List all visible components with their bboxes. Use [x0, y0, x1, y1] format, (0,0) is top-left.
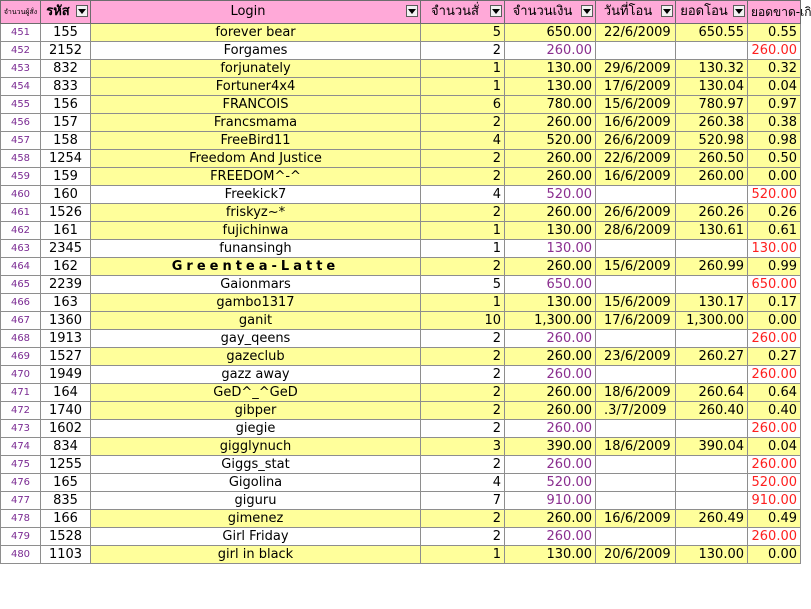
row-number-cell[interactable]: 457	[1, 132, 41, 150]
balance-cell[interactable]: 0.00	[748, 546, 801, 564]
qty-cell[interactable]: 2	[421, 42, 505, 60]
qty-cell[interactable]: 1	[421, 222, 505, 240]
paid-cell[interactable]: 130.17	[676, 294, 748, 312]
qty-cell[interactable]: 1	[421, 546, 505, 564]
paid-cell[interactable]: 520.98	[676, 132, 748, 150]
code-cell[interactable]: 834	[41, 438, 91, 456]
login-cell[interactable]: giegie	[91, 420, 421, 438]
date-cell[interactable]: 18/6/2009	[596, 384, 676, 402]
code-cell[interactable]: 164	[41, 384, 91, 402]
filter-dropdown-code[interactable]	[76, 5, 88, 17]
balance-cell[interactable]: 0.32	[748, 60, 801, 78]
login-cell[interactable]: FreeBird11	[91, 132, 421, 150]
table-row	[1, 546, 801, 564]
amount-cell[interactable]: 130.00	[505, 546, 596, 564]
code-cell[interactable]: 1528	[41, 528, 91, 546]
amount-cell[interactable]: 260.00	[505, 150, 596, 168]
paid-cell[interactable]: 260.38	[676, 114, 748, 132]
row-number-cell[interactable]: 473	[1, 420, 41, 438]
date-cell[interactable]	[596, 330, 676, 348]
date-cell[interactable]	[596, 528, 676, 546]
amount-cell[interactable]: 260.00	[505, 258, 596, 276]
login-cell[interactable]: fujichinwa	[91, 222, 421, 240]
code-cell[interactable]: 2239	[41, 276, 91, 294]
date-cell[interactable]	[596, 366, 676, 384]
row-number-cell[interactable]: 454	[1, 78, 41, 96]
balance-cell[interactable]: 0.04	[748, 438, 801, 456]
date-cell[interactable]	[596, 276, 676, 294]
table-row	[1, 438, 801, 456]
amount-cell[interactable]: 130.00	[505, 240, 596, 258]
amount-cell[interactable]: 260.00	[505, 114, 596, 132]
qty-cell[interactable]: 2	[421, 384, 505, 402]
code-cell[interactable]: 1254	[41, 150, 91, 168]
qty-cell[interactable]: 1	[421, 78, 505, 96]
amount-cell[interactable]: 260.00	[505, 528, 596, 546]
code-cell[interactable]: 155	[41, 24, 91, 42]
date-cell[interactable]: 22/6/2009	[596, 24, 676, 42]
qty-cell[interactable]: 5	[421, 276, 505, 294]
chevron-down-icon	[492, 9, 500, 14]
login-cell[interactable]: gay_qeens	[91, 330, 421, 348]
header-login	[91, 1, 421, 24]
header-row	[1, 1, 801, 24]
amount-cell[interactable]: 260.00	[505, 420, 596, 438]
qty-cell[interactable]: 1	[421, 240, 505, 258]
date-cell[interactable]	[596, 456, 676, 474]
row-number-cell[interactable]: 476	[1, 474, 41, 492]
table-row	[1, 276, 801, 294]
amount-cell[interactable]: 130.00	[505, 78, 596, 96]
table-row	[1, 384, 801, 402]
code-cell[interactable]: 1602	[41, 420, 91, 438]
login-cell[interactable]: friskyz~*	[91, 204, 421, 222]
balance-cell[interactable]: 520.00	[748, 186, 801, 204]
paid-cell[interactable]	[676, 456, 748, 474]
paid-cell[interactable]: 260.00	[676, 168, 748, 186]
amount-cell[interactable]: 260.00	[505, 384, 596, 402]
row-number-cell[interactable]: 461	[1, 204, 41, 222]
qty-cell[interactable]: 5	[421, 24, 505, 42]
balance-cell[interactable]: 0.27	[748, 348, 801, 366]
balance-cell[interactable]: 0.50	[748, 150, 801, 168]
code-cell[interactable]: 1913	[41, 330, 91, 348]
paid-cell[interactable]: 260.50	[676, 150, 748, 168]
header-date	[596, 1, 676, 24]
table-row	[1, 510, 801, 528]
paid-cell[interactable]: 130.04	[676, 78, 748, 96]
paid-cell[interactable]: 130.32	[676, 60, 748, 78]
code-cell[interactable]: 156	[41, 96, 91, 114]
row-number-cell[interactable]: 453	[1, 60, 41, 78]
login-cell[interactable]: girl in black	[91, 546, 421, 564]
login-cell[interactable]: giguru	[91, 492, 421, 510]
table-row	[1, 24, 801, 42]
balance-cell[interactable]: 0.00	[748, 312, 801, 330]
login-cell[interactable]: Gaionmars	[91, 276, 421, 294]
filter-dropdown-date[interactable]	[661, 5, 673, 17]
amount-cell[interactable]: 260.00	[505, 330, 596, 348]
row-number-cell[interactable]: 463	[1, 240, 41, 258]
paid-cell[interactable]: 130.00	[676, 546, 748, 564]
balance-cell[interactable]: 0.40	[748, 402, 801, 420]
paid-cell[interactable]	[676, 42, 748, 60]
login-cell[interactable]: gimenez	[91, 510, 421, 528]
date-cell[interactable]	[596, 420, 676, 438]
row-number-cell[interactable]: 471	[1, 384, 41, 402]
row-number-cell[interactable]: 474	[1, 438, 41, 456]
login-cell[interactable]: ganit	[91, 312, 421, 330]
header-qty	[421, 1, 505, 24]
qty-cell[interactable]: 7	[421, 492, 505, 510]
login-cell[interactable]: Girl Friday	[91, 528, 421, 546]
balance-cell[interactable]: 0.04	[748, 78, 801, 96]
code-cell[interactable]: 1360	[41, 312, 91, 330]
code-cell[interactable]: 1949	[41, 366, 91, 384]
paid-cell[interactable]	[676, 276, 748, 294]
balance-cell[interactable]: 0.55	[748, 24, 801, 42]
balance-cell[interactable]: 0.17	[748, 294, 801, 312]
code-cell[interactable]: 1255	[41, 456, 91, 474]
code-cell[interactable]: 833	[41, 78, 91, 96]
date-cell[interactable]: 16/6/2009	[596, 114, 676, 132]
amount-cell[interactable]: 650.00	[505, 276, 596, 294]
amount-cell[interactable]: 650.00	[505, 24, 596, 42]
row-number-cell[interactable]: 464	[1, 258, 41, 276]
login-cell[interactable]: gambo1317	[91, 294, 421, 312]
row-number-cell[interactable]: 470	[1, 366, 41, 384]
qty-cell[interactable]: 2	[421, 528, 505, 546]
date-cell[interactable]	[596, 186, 676, 204]
qty-cell[interactable]: 2	[421, 204, 505, 222]
code-cell[interactable]: 160	[41, 186, 91, 204]
header-balance	[748, 1, 811, 24]
header-paid-label: ยอดโอน	[680, 4, 728, 19]
balance-cell[interactable]: 260.00	[748, 330, 801, 348]
paid-cell[interactable]: 260.26	[676, 204, 748, 222]
paid-cell[interactable]	[676, 240, 748, 258]
row-number-cell[interactable]: 477	[1, 492, 41, 510]
row-number-cell[interactable]: 458	[1, 150, 41, 168]
qty-cell[interactable]: 2	[421, 510, 505, 528]
table-row	[1, 114, 801, 132]
paid-cell[interactable]: 260.64	[676, 384, 748, 402]
code-cell[interactable]: 166	[41, 510, 91, 528]
date-cell[interactable]: 23/6/2009	[596, 348, 676, 366]
code-cell[interactable]: 835	[41, 492, 91, 510]
balance-cell[interactable]: 520.00	[748, 474, 801, 492]
balance-cell[interactable]: 260.00	[748, 366, 801, 384]
date-cell[interactable]: 15/6/2009	[596, 258, 676, 276]
paid-cell[interactable]	[676, 492, 748, 510]
table-row	[1, 186, 801, 204]
balance-cell[interactable]: 650.00	[748, 276, 801, 294]
qty-cell[interactable]: 1	[421, 294, 505, 312]
qty-cell[interactable]: 2	[421, 366, 505, 384]
table-row	[1, 312, 801, 330]
paid-cell[interactable]	[676, 330, 748, 348]
header-balance-label: ยอดขาด-เกิ	[751, 5, 811, 19]
filter-dropdown-login[interactable]	[406, 5, 418, 17]
table-row	[1, 78, 801, 96]
amount-cell[interactable]: 520.00	[505, 474, 596, 492]
qty-cell[interactable]: 4	[421, 474, 505, 492]
paid-cell[interactable]: 260.99	[676, 258, 748, 276]
table-row	[1, 240, 801, 258]
paid-cell[interactable]: 1,300.00	[676, 312, 748, 330]
amount-cell[interactable]: 260.00	[505, 366, 596, 384]
row-number-cell[interactable]: 469	[1, 348, 41, 366]
login-cell[interactable]: funansingh	[91, 240, 421, 258]
table-row	[1, 168, 801, 186]
login-cell[interactable]: gibper	[91, 402, 421, 420]
code-cell[interactable]: 2345	[41, 240, 91, 258]
date-cell[interactable]: 16/6/2009	[596, 510, 676, 528]
qty-cell[interactable]: 2	[421, 420, 505, 438]
balance-cell[interactable]: 0.61	[748, 222, 801, 240]
paid-cell[interactable]: 260.40	[676, 402, 748, 420]
date-cell[interactable]: 18/6/2009	[596, 438, 676, 456]
table-row	[1, 330, 801, 348]
balance-cell[interactable]: 0.98	[748, 132, 801, 150]
table-row	[1, 294, 801, 312]
date-cell[interactable]: 16/6/2009	[596, 168, 676, 186]
balance-cell[interactable]: 0.49	[748, 510, 801, 528]
header-code-label: รหัส	[46, 4, 70, 19]
table-row	[1, 60, 801, 78]
row-number-cell[interactable]: 466	[1, 294, 41, 312]
login-cell[interactable]: forever bear	[91, 24, 421, 42]
login-cell[interactable]: Forgames	[91, 42, 421, 60]
date-cell[interactable]	[596, 492, 676, 510]
balance-cell[interactable]: 260.00	[748, 420, 801, 438]
header-paid	[676, 1, 748, 24]
row-number-cell[interactable]: 462	[1, 222, 41, 240]
code-cell[interactable]: 165	[41, 474, 91, 492]
login-cell[interactable]: FRANCOIS	[91, 96, 421, 114]
header-qty-label: จำนวนสั่	[431, 4, 479, 19]
code-cell[interactable]: 1526	[41, 204, 91, 222]
qty-cell[interactable]: 1	[421, 60, 505, 78]
table-row	[1, 474, 801, 492]
date-cell[interactable]: 20/6/2009	[596, 546, 676, 564]
qty-cell[interactable]: 3	[421, 438, 505, 456]
balance-cell[interactable]: 260.00	[748, 456, 801, 474]
qty-cell[interactable]: 6	[421, 96, 505, 114]
date-cell[interactable]: 17/6/2009	[596, 312, 676, 330]
paid-cell[interactable]: 390.04	[676, 438, 748, 456]
login-cell[interactable]: Greentea-Latte	[91, 258, 421, 276]
login-cell[interactable]: Giggs_stat	[91, 456, 421, 474]
row-number-cell[interactable]: 478	[1, 510, 41, 528]
paid-cell[interactable]: 650.55	[676, 24, 748, 42]
qty-cell[interactable]: 2	[421, 330, 505, 348]
qty-cell[interactable]: 2	[421, 348, 505, 366]
table-row	[1, 456, 801, 474]
paid-cell[interactable]: 260.27	[676, 348, 748, 366]
row-number-cell[interactable]: 456	[1, 114, 41, 132]
balance-cell[interactable]: 910.00	[748, 492, 801, 510]
balance-cell[interactable]: 0.00	[748, 168, 801, 186]
date-cell[interactable]: 15/6/2009	[596, 294, 676, 312]
code-cell[interactable]: 157	[41, 114, 91, 132]
table-row	[1, 366, 801, 384]
balance-cell[interactable]: 0.38	[748, 114, 801, 132]
row-number-cell[interactable]: 479	[1, 528, 41, 546]
row-number-cell[interactable]: 455	[1, 96, 41, 114]
login-cell[interactable]: Gigolina	[91, 474, 421, 492]
login-cell[interactable]: FREEDOM^-^	[91, 168, 421, 186]
amount-cell[interactable]: 260.00	[505, 204, 596, 222]
balance-cell[interactable]: 0.64	[748, 384, 801, 402]
amount-cell[interactable]: 780.00	[505, 96, 596, 114]
code-cell[interactable]: 832	[41, 60, 91, 78]
amount-cell[interactable]: 260.00	[505, 456, 596, 474]
header-row-number	[1, 1, 41, 24]
login-cell[interactable]: gazeclub	[91, 348, 421, 366]
header-login-label: Login	[230, 4, 266, 19]
code-cell[interactable]: 1527	[41, 348, 91, 366]
qty-cell[interactable]: 4	[421, 186, 505, 204]
paid-cell[interactable]: 780.97	[676, 96, 748, 114]
code-cell[interactable]: 162	[41, 258, 91, 276]
paid-cell[interactable]: 130.61	[676, 222, 748, 240]
code-cell[interactable]: 159	[41, 168, 91, 186]
row-number-cell[interactable]: 460	[1, 186, 41, 204]
amount-cell[interactable]: 390.00	[505, 438, 596, 456]
filter-dropdown-paid[interactable]	[733, 5, 745, 17]
balance-cell[interactable]: 0.97	[748, 96, 801, 114]
filter-dropdown-qty[interactable]	[490, 5, 502, 17]
header-code	[41, 1, 91, 24]
table-row	[1, 492, 801, 510]
balance-cell[interactable]: 130.00	[748, 240, 801, 258]
qty-cell[interactable]: 2	[421, 456, 505, 474]
table-row	[1, 420, 801, 438]
login-cell[interactable]: forjunately	[91, 60, 421, 78]
amount-cell[interactable]: 260.00	[505, 42, 596, 60]
balance-cell[interactable]: 260.00	[748, 528, 801, 546]
table-row	[1, 204, 801, 222]
date-cell[interactable]: .3/7/2009	[596, 402, 676, 420]
code-cell[interactable]: 2152	[41, 42, 91, 60]
row-number-cell[interactable]: 459	[1, 168, 41, 186]
table-row	[1, 222, 801, 240]
row-number-cell[interactable]: 452	[1, 42, 41, 60]
table-row	[1, 258, 801, 276]
table-row	[1, 348, 801, 366]
code-cell[interactable]: 1103	[41, 546, 91, 564]
paid-cell[interactable]: 260.49	[676, 510, 748, 528]
header-date-label: วันที่โอน	[603, 4, 653, 19]
amount-cell[interactable]: 910.00	[505, 492, 596, 510]
balance-cell[interactable]: 0.26	[748, 204, 801, 222]
amount-cell[interactable]: 260.00	[505, 510, 596, 528]
chevron-down-icon	[583, 9, 591, 14]
date-cell[interactable]: 22/6/2009	[596, 150, 676, 168]
paid-cell[interactable]	[676, 528, 748, 546]
date-cell[interactable]	[596, 240, 676, 258]
chevron-down-icon	[408, 9, 416, 14]
amount-cell[interactable]: 260.00	[505, 402, 596, 420]
row-number-cell[interactable]: 467	[1, 312, 41, 330]
code-cell[interactable]: 158	[41, 132, 91, 150]
filter-dropdown-amount[interactable]	[581, 5, 593, 17]
chevron-down-icon	[78, 9, 86, 14]
login-cell[interactable]: gigglynuch	[91, 438, 421, 456]
amount-cell[interactable]: 130.00	[505, 222, 596, 240]
chevron-down-icon	[663, 9, 671, 14]
code-cell[interactable]: 163	[41, 294, 91, 312]
row-number-cell[interactable]: 468	[1, 330, 41, 348]
qty-cell[interactable]: 2	[421, 168, 505, 186]
qty-cell[interactable]: 10	[421, 312, 505, 330]
date-cell[interactable]: 29/6/2009	[596, 60, 676, 78]
amount-cell[interactable]: 520.00	[505, 132, 596, 150]
login-cell[interactable]: Fortuner4x4	[91, 78, 421, 96]
balance-cell[interactable]: 260.00	[748, 42, 801, 60]
paid-cell[interactable]	[676, 366, 748, 384]
table-row	[1, 96, 801, 114]
date-cell[interactable]: 15/6/2009	[596, 96, 676, 114]
table-row	[1, 528, 801, 546]
date-cell[interactable]: 17/6/2009	[596, 78, 676, 96]
date-cell[interactable]: 26/6/2009	[596, 132, 676, 150]
header-amount	[505, 1, 596, 24]
paid-cell[interactable]	[676, 474, 748, 492]
date-cell[interactable]	[596, 42, 676, 60]
login-cell[interactable]: gazz away	[91, 366, 421, 384]
row-number-cell[interactable]: 475	[1, 456, 41, 474]
date-cell[interactable]: 26/6/2009	[596, 204, 676, 222]
header-row-number-label: จำนวนผู้สั่ง	[3, 8, 38, 16]
date-cell[interactable]	[596, 474, 676, 492]
qty-cell[interactable]: 2	[421, 402, 505, 420]
row-number-cell[interactable]: 451	[1, 24, 41, 42]
row-number-cell[interactable]: 480	[1, 546, 41, 564]
qty-cell[interactable]: 2	[421, 258, 505, 276]
amount-cell[interactable]: 130.00	[505, 294, 596, 312]
balance-cell[interactable]: 0.99	[748, 258, 801, 276]
table-row	[1, 42, 801, 60]
amount-cell[interactable]: 520.00	[505, 186, 596, 204]
table-row	[1, 402, 801, 420]
header-amount-label: จำนวนเงิน	[512, 4, 573, 19]
login-cell[interactable]: Francsmama	[91, 114, 421, 132]
table-row	[1, 132, 801, 150]
qty-cell[interactable]: 4	[421, 132, 505, 150]
amount-cell[interactable]: 1,300.00	[505, 312, 596, 330]
login-cell[interactable]: GeD^_^GeD	[91, 384, 421, 402]
chevron-down-icon	[735, 9, 743, 14]
qty-cell[interactable]: 2	[421, 114, 505, 132]
login-cell[interactable]: Freedom And Justice	[91, 150, 421, 168]
amount-cell[interactable]: 260.00	[505, 348, 596, 366]
qty-cell[interactable]: 2	[421, 150, 505, 168]
paid-cell[interactable]	[676, 186, 748, 204]
code-cell[interactable]: 1740	[41, 402, 91, 420]
row-number-cell[interactable]: 472	[1, 402, 41, 420]
row-number-cell[interactable]: 465	[1, 276, 41, 294]
date-cell[interactable]: 28/6/2009	[596, 222, 676, 240]
code-cell[interactable]: 161	[41, 222, 91, 240]
paid-cell[interactable]	[676, 420, 748, 438]
login-cell[interactable]: Freekick7	[91, 186, 421, 204]
amount-cell[interactable]: 260.00	[505, 168, 596, 186]
amount-cell[interactable]: 130.00	[505, 60, 596, 78]
table-row	[1, 150, 801, 168]
